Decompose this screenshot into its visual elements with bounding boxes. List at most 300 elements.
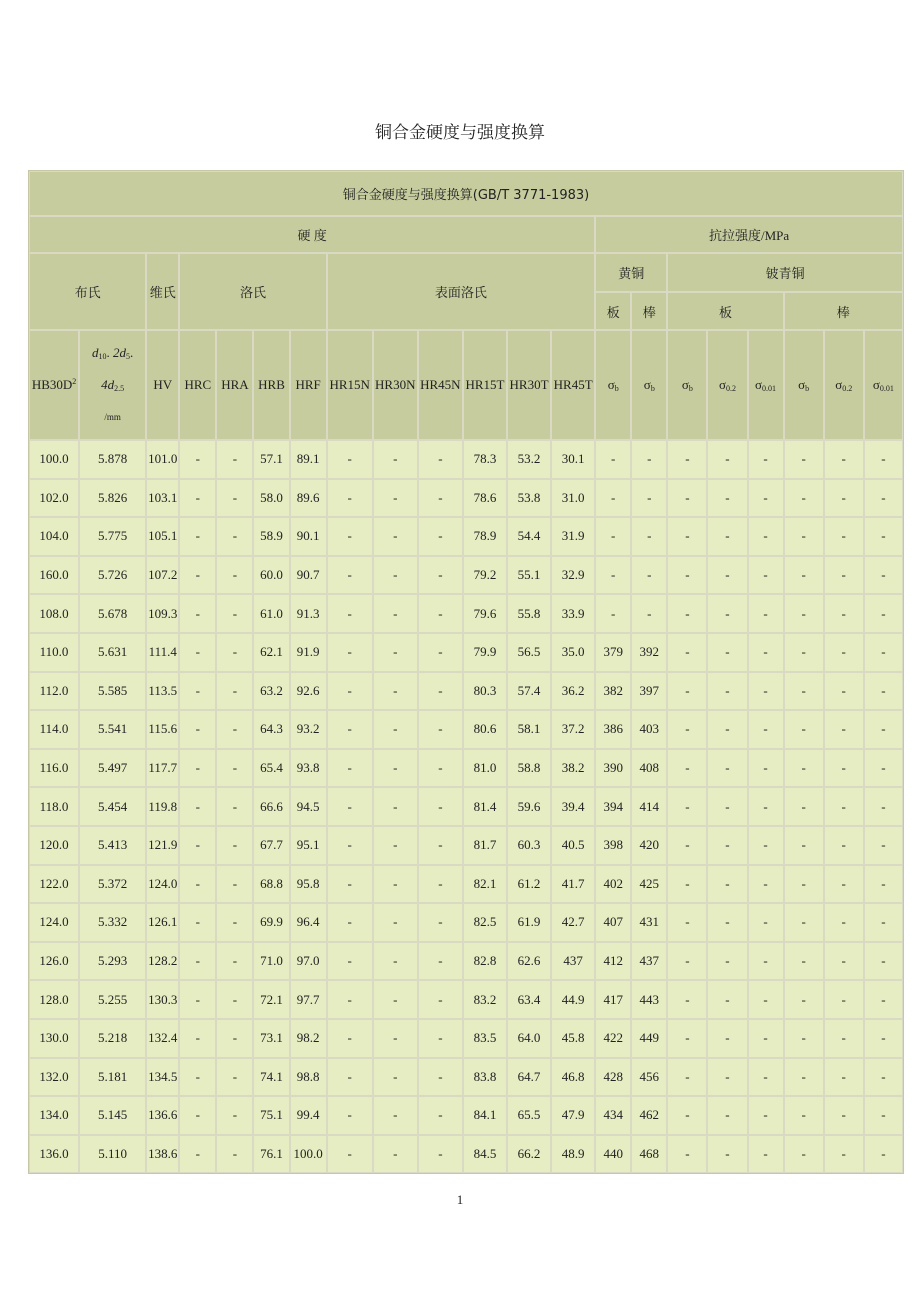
- table-row: [29, 633, 903, 672]
- table-cell: -: [824, 980, 864, 1019]
- table-cell: 128.0: [29, 980, 79, 1019]
- table-cell: -: [216, 556, 253, 595]
- table-cell: -: [667, 1058, 707, 1097]
- table-cell: 5.293: [79, 942, 146, 981]
- table-cell: -: [784, 1019, 824, 1058]
- table-cell: -: [707, 942, 747, 981]
- table-cell: 130.0: [29, 1019, 79, 1058]
- table-cell: -: [707, 556, 747, 595]
- table-row: [29, 710, 903, 749]
- table-cell: 101.0: [146, 440, 179, 479]
- table-cell: -: [707, 479, 747, 518]
- table-cell: -: [327, 749, 373, 788]
- table-cell: 65.5: [507, 1096, 551, 1135]
- table-cell: -: [418, 672, 463, 711]
- table-cell: 95.1: [290, 826, 327, 865]
- bronze-plate-header: 板: [667, 292, 783, 330]
- table-cell: -: [373, 594, 418, 633]
- table-cell: -: [667, 517, 707, 556]
- table-cell: -: [824, 787, 864, 826]
- table-cell: -: [748, 903, 784, 942]
- table-cell: 437: [631, 942, 667, 981]
- table-cell: 412: [595, 942, 631, 981]
- table-cell: -: [216, 942, 253, 981]
- table-cell: 31.0: [551, 479, 595, 518]
- table-cell: -: [748, 1058, 784, 1097]
- table-cell: 80.3: [463, 672, 507, 711]
- table-cell: 58.0: [253, 479, 289, 518]
- table-cell: 420: [631, 826, 667, 865]
- table-cell: -: [216, 1135, 253, 1174]
- table-cell: -: [327, 479, 373, 518]
- table-cell: -: [824, 479, 864, 518]
- table-cell: -: [216, 787, 253, 826]
- table-cell: -: [418, 633, 463, 672]
- table-cell: 5.145: [79, 1096, 146, 1135]
- table-cell: -: [373, 556, 418, 595]
- table-cell: -: [748, 865, 784, 904]
- table-cell: -: [784, 787, 824, 826]
- table-cell: -: [667, 710, 707, 749]
- table-cell: 58.9: [253, 517, 289, 556]
- table-cell: 45.8: [551, 1019, 595, 1058]
- table-cell: -: [784, 903, 824, 942]
- superficial-rockwell-header: 表面洛氏: [327, 253, 596, 330]
- table-cell: 55.8: [507, 594, 551, 633]
- table-cell: -: [864, 1096, 903, 1135]
- table-cell: -: [631, 556, 667, 595]
- table-cell: -: [327, 826, 373, 865]
- table-cell: -: [216, 749, 253, 788]
- table-cell: 138.6: [146, 1135, 179, 1174]
- table-cell: -: [824, 1019, 864, 1058]
- table-cell: -: [824, 672, 864, 711]
- table-cell: -: [748, 787, 784, 826]
- table-cell: -: [784, 826, 824, 865]
- table-cell: -: [824, 440, 864, 479]
- table-row: [29, 594, 903, 633]
- table-cell: -: [707, 440, 747, 479]
- col-hb30d2: $HB30D^2$: [29, 330, 79, 440]
- table-cell: 38.2: [551, 749, 595, 788]
- table-cell: -: [418, 556, 463, 595]
- table-row: [29, 980, 903, 1019]
- table-cell: 414: [631, 787, 667, 826]
- table-cell: 68.8: [253, 865, 289, 904]
- table-cell: -: [824, 1096, 864, 1135]
- table-cell: 73.1: [253, 1019, 289, 1058]
- table-cell: -: [784, 749, 824, 788]
- table-cell: -: [179, 517, 216, 556]
- table-cell: -: [748, 440, 784, 479]
- table-cell: 119.8: [146, 787, 179, 826]
- table-cell: -: [667, 903, 707, 942]
- table-cell: 425: [631, 865, 667, 904]
- table-cell: 36.2: [551, 672, 595, 711]
- table-cell: 56.5: [507, 633, 551, 672]
- table-cell: -: [327, 942, 373, 981]
- table-cell: 5.585: [79, 672, 146, 711]
- table-cell: -: [748, 556, 784, 595]
- table-cell: -: [707, 1096, 747, 1135]
- table-cell: 84.1: [463, 1096, 507, 1135]
- table-cell: -: [216, 440, 253, 479]
- table-cell: -: [864, 749, 903, 788]
- table-cell: -: [179, 826, 216, 865]
- table-cell: -: [667, 556, 707, 595]
- table-cell: 98.8: [290, 1058, 327, 1097]
- table-cell: 5.454: [79, 787, 146, 826]
- table-cell: 390: [595, 749, 631, 788]
- table-cell: 105.1: [146, 517, 179, 556]
- table-cell: 124.0: [146, 865, 179, 904]
- col-bronze-plate-sigma-001: $\sigma_{0.01}$: [748, 330, 784, 440]
- table-cell: -: [327, 440, 373, 479]
- table-cell: 5.726: [79, 556, 146, 595]
- table-cell: -: [179, 942, 216, 981]
- col-brass-plate-sigma-b: $\sigma_b$: [595, 330, 631, 440]
- table-cell: 132.0: [29, 1058, 79, 1097]
- table-cell: 78.3: [463, 440, 507, 479]
- table-cell: 443: [631, 980, 667, 1019]
- table-cell: 89.6: [290, 479, 327, 518]
- table-cell: -: [327, 1096, 373, 1135]
- table-cell: 97.7: [290, 980, 327, 1019]
- table-cell: -: [179, 1096, 216, 1135]
- table-cell: 81.7: [463, 826, 507, 865]
- table-cell: 40.5: [551, 826, 595, 865]
- table-cell: 118.0: [29, 787, 79, 826]
- table-cell: -: [667, 942, 707, 981]
- table-cell: 468: [631, 1135, 667, 1174]
- table-cell: -: [824, 517, 864, 556]
- table-cell: -: [179, 1019, 216, 1058]
- table-cell: 115.6: [146, 710, 179, 749]
- table-cell: -: [179, 980, 216, 1019]
- table-cell: 54.4: [507, 517, 551, 556]
- table-cell: -: [864, 1019, 903, 1058]
- table-cell: 78.6: [463, 479, 507, 518]
- table-cell: -: [327, 672, 373, 711]
- table-caption: 铜合金硬度与强度换算(GB/T 3771-1983): [29, 171, 903, 216]
- table-cell: -: [864, 556, 903, 595]
- table-cell: 5.372: [79, 865, 146, 904]
- table-cell: -: [179, 672, 216, 711]
- table-cell: -: [824, 903, 864, 942]
- table-cell: 91.3: [290, 594, 327, 633]
- table-cell: 66.2: [507, 1135, 551, 1174]
- table-cell: -: [824, 1058, 864, 1097]
- table-cell: -: [418, 1096, 463, 1135]
- table-cell: 128.2: [146, 942, 179, 981]
- table-cell: 102.0: [29, 479, 79, 518]
- table-cell: 93.8: [290, 749, 327, 788]
- table-cell: 67.7: [253, 826, 289, 865]
- table-cell: -: [707, 672, 747, 711]
- table-cell: -: [864, 633, 903, 672]
- table-cell: 90.7: [290, 556, 327, 595]
- table-cell: -: [373, 517, 418, 556]
- table-cell: 83.2: [463, 980, 507, 1019]
- table-cell: 63.4: [507, 980, 551, 1019]
- table-row: [29, 1019, 903, 1058]
- table-cell: -: [327, 1135, 373, 1174]
- table-cell: 83.5: [463, 1019, 507, 1058]
- table-cell: -: [864, 787, 903, 826]
- table-cell: 79.6: [463, 594, 507, 633]
- table-cell: 47.9: [551, 1096, 595, 1135]
- table-cell: -: [864, 479, 903, 518]
- table-cell: 35.0: [551, 633, 595, 672]
- bronze-rod-header: 棒: [784, 292, 903, 330]
- table-cell: -: [373, 440, 418, 479]
- col-hr30t: HR30T: [507, 330, 551, 440]
- table-cell: 53.2: [507, 440, 551, 479]
- hardness-group-header: 硬 度: [29, 216, 595, 253]
- table-cell: -: [373, 1096, 418, 1135]
- table-cell: -: [824, 1135, 864, 1174]
- table-cell: -: [667, 749, 707, 788]
- table-cell: -: [418, 1058, 463, 1097]
- table-cell: -: [784, 710, 824, 749]
- table-cell: -: [418, 787, 463, 826]
- table-cell: -: [667, 1135, 707, 1174]
- table-cell: 61.0: [253, 594, 289, 633]
- page-number: 1: [456, 1192, 464, 1207]
- table-cell: 53.8: [507, 479, 551, 518]
- table-cell: 104.0: [29, 517, 79, 556]
- table-cell: -: [179, 633, 216, 672]
- col-hr45n: HR45N: [418, 330, 463, 440]
- table-cell: -: [179, 903, 216, 942]
- table-cell: -: [595, 517, 631, 556]
- table-row: [29, 865, 903, 904]
- col-hr45t: HR45T: [551, 330, 595, 440]
- table-cell: -: [824, 594, 864, 633]
- table-cell: -: [418, 903, 463, 942]
- table-cell: -: [631, 440, 667, 479]
- col-bronze-rod-sigma-001: $\sigma_{0.01}$: [864, 330, 903, 440]
- table-cell: 5.332: [79, 903, 146, 942]
- table-cell: -: [327, 633, 373, 672]
- table-cell: 82.8: [463, 942, 507, 981]
- table-cell: 398: [595, 826, 631, 865]
- table-cell: 110.0: [29, 633, 79, 672]
- col-hra: HRA: [216, 330, 253, 440]
- table-cell: 397: [631, 672, 667, 711]
- vickers-header: 维氏: [146, 253, 179, 330]
- table-cell: 402: [595, 865, 631, 904]
- col-bronze-rod-sigma-b: $\sigma_b$: [784, 330, 824, 440]
- table-cell: -: [327, 517, 373, 556]
- table-cell: -: [864, 1058, 903, 1097]
- table-cell: -: [748, 1096, 784, 1135]
- table-cell: 449: [631, 1019, 667, 1058]
- table-cell: 58.8: [507, 749, 551, 788]
- document-title: 铜合金硬度与强度换算: [375, 123, 545, 143]
- table-cell: -: [784, 440, 824, 479]
- conversion-table: [28, 170, 904, 1174]
- table-cell: -: [864, 672, 903, 711]
- table-cell: -: [418, 865, 463, 904]
- table-cell: -: [748, 710, 784, 749]
- col-brass-rod-sigma-b: $\sigma_b$: [631, 330, 667, 440]
- table-cell: 434: [595, 1096, 631, 1135]
- table-cell: 62.1: [253, 633, 289, 672]
- table-cell: -: [748, 826, 784, 865]
- table-cell: -: [373, 826, 418, 865]
- table-cell: -: [595, 556, 631, 595]
- table-cell: -: [216, 980, 253, 1019]
- table-cell: -: [748, 749, 784, 788]
- table-cell: -: [216, 1019, 253, 1058]
- table-cell: -: [327, 1058, 373, 1097]
- table-cell: 417: [595, 980, 631, 1019]
- col-indentation-diameter: $d_{10}$. $2d_5$. $4d_{2.5}$ /mm: [79, 330, 146, 440]
- table-cell: 126.1: [146, 903, 179, 942]
- brinell-header: 布氏: [29, 253, 146, 330]
- table-cell: -: [179, 865, 216, 904]
- table-cell: -: [373, 903, 418, 942]
- table-cell: 48.9: [551, 1135, 595, 1174]
- table-cell: -: [707, 826, 747, 865]
- table-cell: 116.0: [29, 749, 79, 788]
- table-cell: -: [748, 633, 784, 672]
- table-cell: -: [418, 710, 463, 749]
- col-hr15t: HR15T: [463, 330, 507, 440]
- table-cell: -: [707, 903, 747, 942]
- table-cell: 89.1: [290, 440, 327, 479]
- table-cell: -: [748, 479, 784, 518]
- table-cell: -: [179, 594, 216, 633]
- table-cell: -: [418, 594, 463, 633]
- table-cell: 160.0: [29, 556, 79, 595]
- table-cell: -: [418, 479, 463, 518]
- table-cell: 5.497: [79, 749, 146, 788]
- table-cell: -: [373, 865, 418, 904]
- table-cell: 79.9: [463, 633, 507, 672]
- table-cell: -: [748, 594, 784, 633]
- table-cell: -: [179, 710, 216, 749]
- tensile-group-header: 抗拉强度/MPa: [595, 216, 903, 253]
- table-cell: -: [748, 942, 784, 981]
- table-cell: 65.4: [253, 749, 289, 788]
- table-cell: -: [373, 1019, 418, 1058]
- table-cell: -: [707, 517, 747, 556]
- table-row: [29, 1096, 903, 1135]
- table-cell: -: [179, 787, 216, 826]
- table-cell: 57.1: [253, 440, 289, 479]
- table-cell: 392: [631, 633, 667, 672]
- table-body: [29, 440, 903, 1173]
- table-cell: 422: [595, 1019, 631, 1058]
- table-row: [29, 1135, 903, 1174]
- table-cell: -: [784, 942, 824, 981]
- table-row: [29, 826, 903, 865]
- table-cell: 407: [595, 903, 631, 942]
- table-cell: 394: [595, 787, 631, 826]
- table-cell: -: [216, 826, 253, 865]
- table-cell: 113.5: [146, 672, 179, 711]
- table-cell: -: [864, 517, 903, 556]
- table-cell: -: [179, 440, 216, 479]
- table-cell: -: [418, 826, 463, 865]
- table-row: [29, 749, 903, 788]
- table-cell: -: [418, 517, 463, 556]
- table-row: [29, 479, 903, 518]
- table-cell: -: [748, 1019, 784, 1058]
- table-cell: 5.110: [79, 1135, 146, 1174]
- table-cell: -: [631, 479, 667, 518]
- table-cell: -: [418, 1135, 463, 1174]
- table-cell: -: [667, 1096, 707, 1135]
- table-cell: -: [179, 556, 216, 595]
- table-cell: -: [864, 903, 903, 942]
- table-cell: 75.1: [253, 1096, 289, 1135]
- table-cell: -: [784, 672, 824, 711]
- table-cell: -: [707, 749, 747, 788]
- table-cell: 61.2: [507, 865, 551, 904]
- table-cell: 126.0: [29, 942, 79, 981]
- table-cell: 379: [595, 633, 631, 672]
- table-cell: -: [824, 710, 864, 749]
- table-cell: -: [373, 787, 418, 826]
- table-cell: -: [373, 749, 418, 788]
- table-cell: 5.413: [79, 826, 146, 865]
- table-cell: 122.0: [29, 865, 79, 904]
- table-cell: -: [824, 865, 864, 904]
- table-cell: 382: [595, 672, 631, 711]
- table-cell: 62.6: [507, 942, 551, 981]
- table-cell: 39.4: [551, 787, 595, 826]
- col-hrc: HRC: [179, 330, 216, 440]
- table-cell: -: [327, 594, 373, 633]
- table-cell: 109.3: [146, 594, 179, 633]
- table-cell: 5.255: [79, 980, 146, 1019]
- brass-header: 黄铜: [595, 253, 667, 292]
- table-cell: 57.4: [507, 672, 551, 711]
- table-cell: -: [667, 594, 707, 633]
- table-cell: -: [595, 594, 631, 633]
- table-cell: -: [327, 1019, 373, 1058]
- table-cell: -: [216, 865, 253, 904]
- table-cell: 386: [595, 710, 631, 749]
- table-cell: -: [179, 1135, 216, 1174]
- table-cell: 74.1: [253, 1058, 289, 1097]
- table-cell: -: [179, 749, 216, 788]
- table-cell: 79.2: [463, 556, 507, 595]
- table-cell: 30.1: [551, 440, 595, 479]
- table-cell: 134.5: [146, 1058, 179, 1097]
- table-cell: 91.9: [290, 633, 327, 672]
- table-cell: -: [824, 826, 864, 865]
- table-cell: 462: [631, 1096, 667, 1135]
- table-cell: -: [631, 594, 667, 633]
- table-cell: 44.9: [551, 980, 595, 1019]
- table-cell: -: [373, 1058, 418, 1097]
- table-cell: 124.0: [29, 903, 79, 942]
- col-bronze-plate-sigma-b: $\sigma_b$: [667, 330, 707, 440]
- table-cell: 42.7: [551, 903, 595, 942]
- table-cell: -: [707, 710, 747, 749]
- table-cell: -: [667, 1019, 707, 1058]
- table-cell: 114.0: [29, 710, 79, 749]
- table-cell: 98.2: [290, 1019, 327, 1058]
- table-cell: -: [784, 865, 824, 904]
- table-cell: -: [595, 479, 631, 518]
- table-cell: -: [824, 749, 864, 788]
- table-cell: 63.2: [253, 672, 289, 711]
